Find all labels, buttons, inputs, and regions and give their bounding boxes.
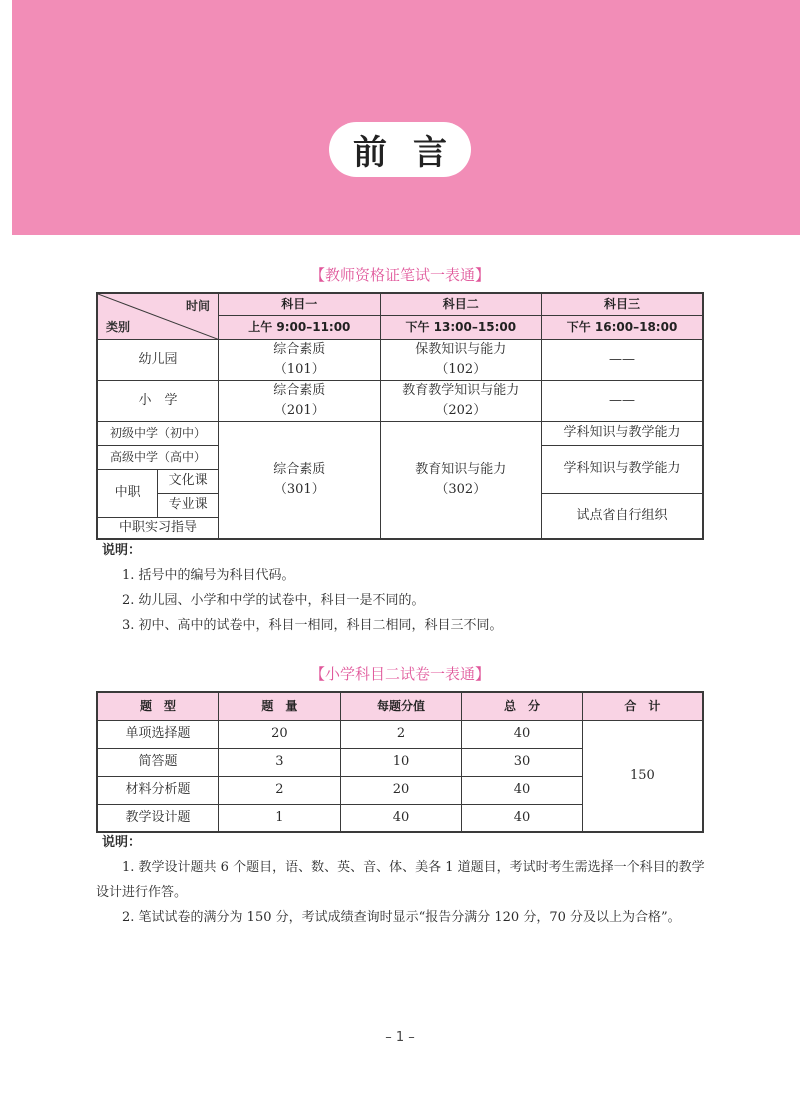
table-row bbox=[97, 720, 703, 748]
subject3-header: 科目三 bbox=[542, 293, 703, 315]
page-title-text: 前言 bbox=[353, 133, 473, 173]
cell-grand-total: 150 bbox=[582, 720, 703, 832]
category-kindergarten: 幼儿园 bbox=[97, 339, 219, 380]
table1-title: 【教师资格证笔试一表通】 bbox=[309, 266, 490, 284]
header-banner bbox=[12, 0, 800, 235]
cell-senior-s3: 学科知识与教学能力 bbox=[542, 445, 703, 493]
category-vocational-practice: 中职实习指导 bbox=[97, 517, 219, 539]
cell-k-s2 bbox=[380, 339, 541, 380]
table2-title: 【小学科目二试卷一表通】 bbox=[309, 665, 490, 683]
cell-p-s1 bbox=[219, 380, 380, 421]
subject-code: （101） bbox=[273, 361, 325, 377]
cell-m-s1 bbox=[219, 421, 380, 539]
subject-name: 教育知识与能力 bbox=[415, 461, 507, 477]
cell-points-each: 20 bbox=[340, 776, 462, 804]
corner-category-label: 类别 bbox=[106, 319, 131, 334]
subject-code: （301） bbox=[273, 481, 325, 497]
cell-type: 简答题 bbox=[97, 748, 219, 776]
cell-count: 3 bbox=[219, 748, 341, 776]
subject-code: （302） bbox=[435, 481, 487, 497]
cell-k-s1 bbox=[219, 339, 380, 380]
category-junior: 初级中学（初中） bbox=[97, 421, 219, 445]
note-item: 1. 教学设计题共 6 个题目，语、数、英、音、体、美各 1 道题目，考试时考生需选择一个科目的教学设计进行作答。 bbox=[96, 860, 705, 900]
cell-m-s2 bbox=[380, 421, 541, 539]
subject-name: 综合素质 bbox=[273, 382, 326, 398]
header-total: 总 分 bbox=[462, 692, 583, 720]
page-number: – 1 – bbox=[385, 1030, 415, 1045]
note-item: 2. 笔试试卷的满分为 150 分，考试成绩查询时显示“报告分满分 120 分，70 分及以上为合格”。 bbox=[122, 910, 681, 925]
header-count: 题 量 bbox=[219, 692, 341, 720]
subject-code: （202） bbox=[435, 402, 487, 418]
category-vocational-major: 专业课 bbox=[158, 493, 219, 517]
note-item: 3. 初中、高中的试卷中，科目一相同，科目二相同，科目三不同。 bbox=[122, 618, 503, 633]
header-points-each: 每题分值 bbox=[340, 692, 462, 720]
table-row bbox=[97, 380, 703, 421]
cell-total: 40 bbox=[462, 776, 583, 804]
cell-junior-s3: 学科知识与教学能力 bbox=[542, 421, 703, 445]
category-primary: 小 学 bbox=[97, 380, 219, 421]
subject2-time: 下午 13:00–15:00 bbox=[380, 315, 541, 339]
table-corner-cell bbox=[97, 293, 219, 339]
cell-count: 1 bbox=[219, 804, 341, 832]
subject2-header: 科目二 bbox=[380, 293, 541, 315]
category-senior: 高级中学（高中） bbox=[97, 445, 219, 469]
exam-schedule-table bbox=[96, 292, 704, 540]
notes-heading: 说明： bbox=[102, 835, 142, 850]
subject1-time: 上午 9:00–11:00 bbox=[219, 315, 380, 339]
cell-points-each: 10 bbox=[340, 748, 462, 776]
subject-code: （102） bbox=[435, 361, 487, 377]
page-title bbox=[329, 122, 471, 177]
cell-total: 40 bbox=[462, 720, 583, 748]
table-row bbox=[97, 339, 703, 380]
cell-type: 材料分析题 bbox=[97, 776, 219, 804]
subject-name: 综合素质 bbox=[273, 461, 326, 477]
cell-p-s2 bbox=[380, 380, 541, 421]
subject-name: 教育教学知识与能力 bbox=[402, 382, 520, 398]
cell-points-each: 40 bbox=[340, 804, 462, 832]
cell-k-s3: —— bbox=[542, 339, 703, 380]
cell-total: 40 bbox=[462, 804, 583, 832]
table2-notes bbox=[96, 830, 708, 930]
cell-p-s3: —— bbox=[542, 380, 703, 421]
header-type: 题 型 bbox=[97, 692, 219, 720]
cell-pilot-s3: 试点省自行组织 bbox=[542, 493, 703, 539]
cell-count: 20 bbox=[219, 720, 341, 748]
subject-name: 综合素质 bbox=[273, 341, 326, 357]
subject3-time: 下午 16:00–18:00 bbox=[542, 315, 703, 339]
cell-type: 教学设计题 bbox=[97, 804, 219, 832]
corner-time-label: 时间 bbox=[186, 299, 211, 313]
table-row bbox=[97, 421, 703, 445]
note-item: 1. 括号中的编号为科目代码。 bbox=[122, 568, 295, 583]
primary-subject2-table bbox=[96, 691, 704, 833]
subject1-header: 科目一 bbox=[219, 293, 380, 315]
subject-code: （201） bbox=[273, 402, 325, 418]
note-item: 2. 幼儿园、小学和中学的试卷中，科目一是不同的。 bbox=[122, 593, 425, 608]
category-vocational: 中职 bbox=[97, 469, 158, 517]
cell-type: 单项选择题 bbox=[97, 720, 219, 748]
subject-name: 保教知识与能力 bbox=[415, 341, 507, 357]
table1-notes bbox=[96, 538, 716, 638]
header-grand-total: 合 计 bbox=[582, 692, 703, 720]
cell-count: 2 bbox=[219, 776, 341, 804]
cell-total: 30 bbox=[462, 748, 583, 776]
notes-heading: 说明： bbox=[102, 543, 142, 558]
cell-points-each: 2 bbox=[340, 720, 462, 748]
category-vocational-culture: 文化课 bbox=[158, 469, 219, 493]
